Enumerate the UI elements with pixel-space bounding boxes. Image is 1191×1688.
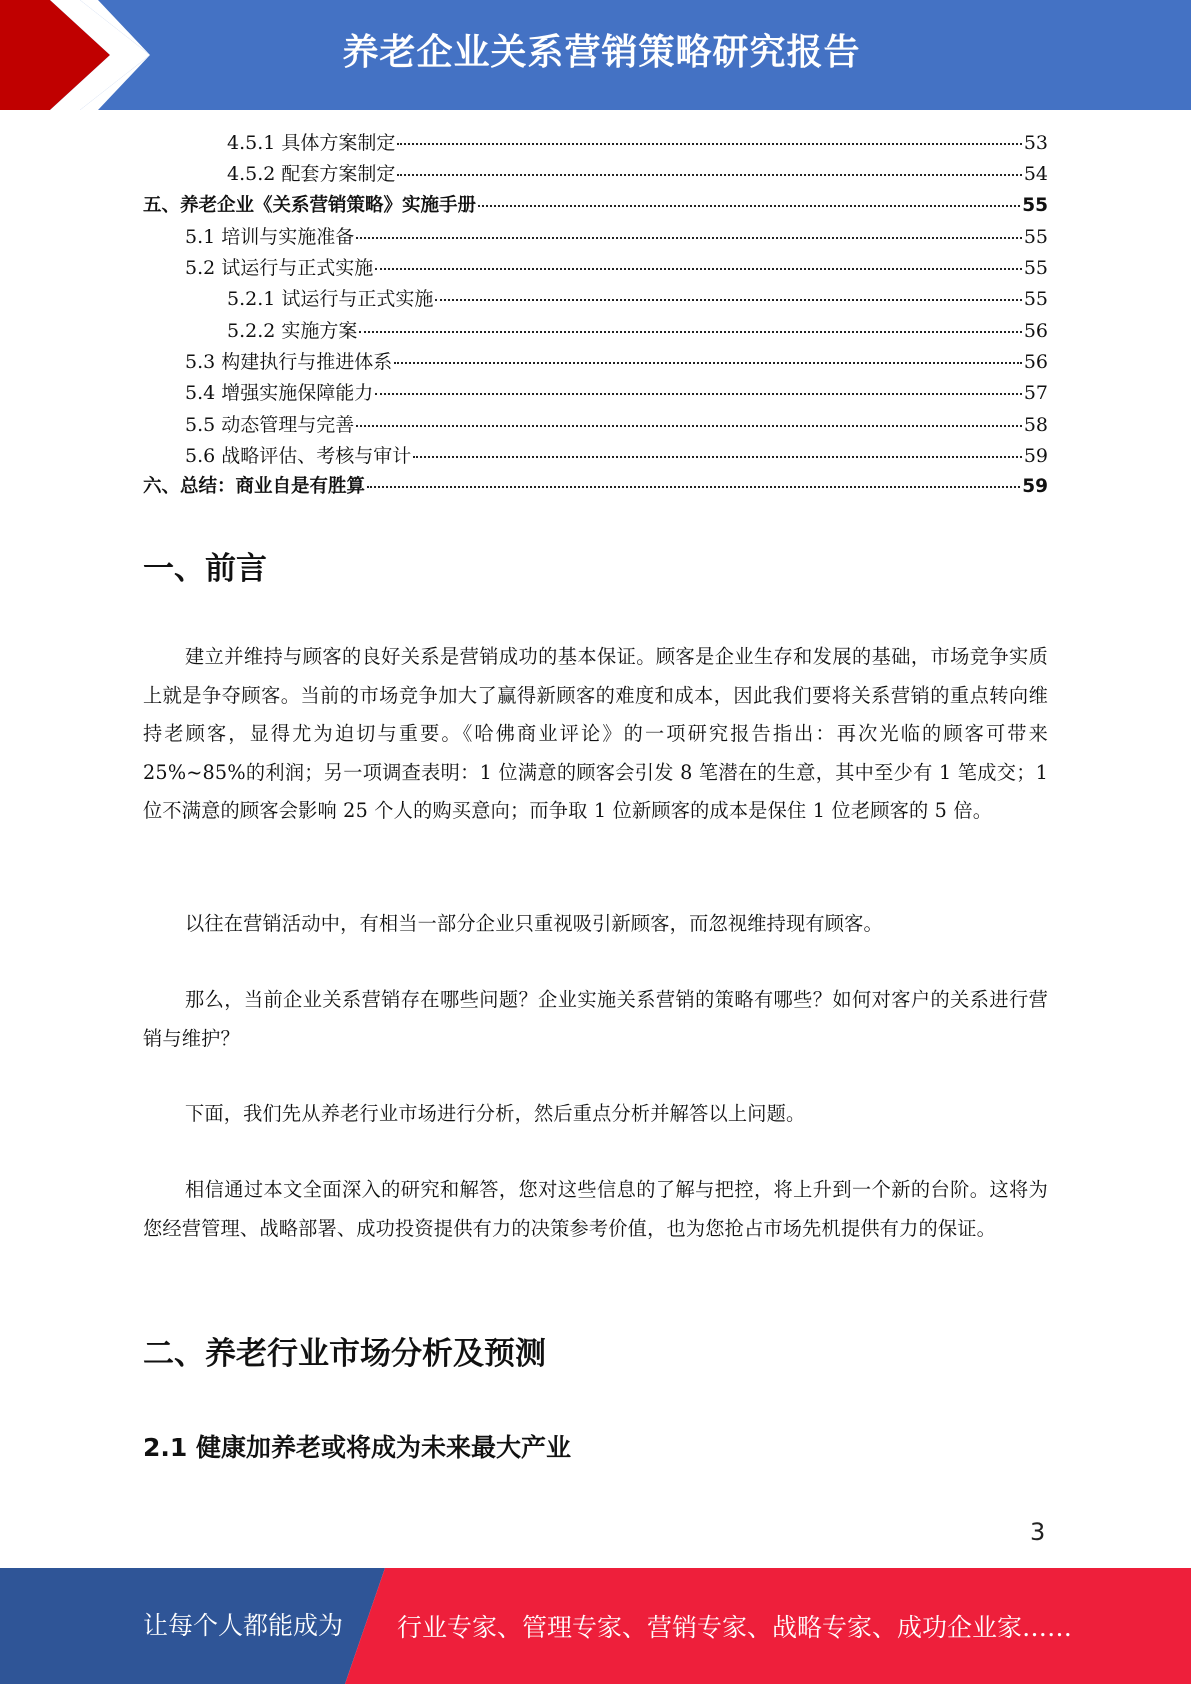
toc-entry[interactable] xyxy=(143,284,1048,315)
toc-leader-dots xyxy=(375,267,1022,270)
toc-entry-label: 5.2.1 试运行与正式实施 xyxy=(227,288,434,311)
toc-entry[interactable] xyxy=(143,378,1048,409)
toc-entry[interactable] xyxy=(143,222,1048,253)
toc-entry-page: 57 xyxy=(1023,382,1048,405)
toc-entry-label: 5.5 动态管理与完善 xyxy=(185,413,355,436)
paragraph: 相信通过本文全面深入的研究和解答，您对这些信息的了解与把控，将上升到一个新的台阶。这将为您经营管理、战略部署、成功投资提供有力的决策参考价值，也为您抢占市场先机提供有力的保证。 xyxy=(143,1178,1048,1240)
toc-leader-dots xyxy=(397,173,1021,176)
toc-entry[interactable] xyxy=(143,253,1048,284)
paragraph: 下面，我们先从养老行业市场进行分析，然后重点分析并解答以上问题。 xyxy=(185,1102,806,1125)
toc-leader-dots xyxy=(359,330,1021,333)
report-title: 养老企业关系营销策略研究报告 xyxy=(342,32,861,73)
toc-leader-dots xyxy=(435,298,1021,301)
toc-entry-page: 55 xyxy=(1023,288,1048,311)
toc-entry-page: 56 xyxy=(1023,351,1048,374)
toc-entry-label: 5.4 增强实施保障能力 xyxy=(185,382,374,405)
section-heading-market: 二、养老行业市场分析及预测 xyxy=(143,1336,546,1372)
toc-entry-label: 4.5.1 具体方案制定 xyxy=(227,132,396,154)
toc-entry-label: 5.2.2 实施方案 xyxy=(227,319,358,342)
toc-leader-dots xyxy=(394,361,1022,364)
toc-entry-label: 5.2 试运行与正式实施 xyxy=(185,257,374,280)
toc-entry-page: 53 xyxy=(1023,132,1048,154)
toc-entry-page: 54 xyxy=(1023,163,1048,186)
table-of-contents xyxy=(143,128,1048,504)
toc-entry-page: 58 xyxy=(1023,413,1048,436)
toc-entry-label: 5.1 培训与实施准备 xyxy=(185,225,355,248)
paragraph: 建立并维持与顾客的良好关系是营销成功的基本保证。顾客是企业生存和发展的基础，市场竞争实质上就是争夺顾客。当前的市场竞争加大了赢得新顾客的难度和成本，因此我们要将关系营销的重点转向维持老顾客，显得尤为迫切与重要。《哈佛商业评论》的一项研究报告指出：再次光临的顾客可带来 25%~85%的利润；另一项调查表明：1 位满意的顾客会引发 8 笔潜在的生意，其中至少有 1 笔成交；1 位不满意的顾客会影响 25 个人的购买意向；而争取 1 位新顾客的成本是保住 1 位老顾客的 5 倍。 xyxy=(143,645,1048,822)
toc-entry[interactable] xyxy=(143,441,1048,472)
toc-entry-page: 55 xyxy=(1023,257,1048,280)
toc-entry-page: 56 xyxy=(1023,319,1048,342)
toc-entry[interactable] xyxy=(143,347,1048,378)
paragraph: 以往在营销活动中，有相当一部分企业只重视吸引新顾客，而忽视维持现有顾客。 xyxy=(185,912,883,935)
page-number: 3 xyxy=(1030,1518,1046,1546)
toc-leader-dots xyxy=(356,236,1022,239)
toc-entry-label: 5.3 构建执行与推进体系 xyxy=(185,351,393,374)
toc-leader-dots xyxy=(367,485,1020,488)
toc-entry-label: 4.5.2 配套方案制定 xyxy=(227,163,396,186)
toc-entry-page: 55 xyxy=(1022,194,1048,216)
toc-entry-page: 59 xyxy=(1023,444,1048,467)
footer-slogan-left: 让每个人都能成为 xyxy=(143,1611,344,1640)
toc-entry[interactable] xyxy=(143,128,1048,159)
toc-entry-page: 59 xyxy=(1022,476,1048,498)
toc-entry[interactable] xyxy=(143,316,1048,347)
toc-entry-label: 六、总结：商业自是有胜算 xyxy=(143,476,366,498)
subsection-heading: 2.1 健康加养老或将成为未来最大产业 xyxy=(143,1433,571,1462)
toc-leader-dots xyxy=(356,424,1022,427)
toc-leader-dots xyxy=(413,455,1022,458)
paragraph: 那么，当前企业关系营销存在哪些问题？企业实施关系营销的策略有哪些？如何对客户的关系进行营销与维护？ xyxy=(143,988,1048,1050)
toc-entry-label: 五、养老企业《关系营销策略》实施手册 xyxy=(143,194,477,216)
toc-leader-dots xyxy=(478,204,1020,207)
toc-entry-page: 55 xyxy=(1023,225,1048,248)
toc-leader-dots xyxy=(375,392,1022,395)
page-header xyxy=(0,0,1191,110)
footer-slogan-right: 行业专家、管理专家、营销专家、战略专家、成功企业家…… xyxy=(397,1613,1073,1642)
toc-entry-label: 5.6 战略评估、考核与审计 xyxy=(185,444,412,467)
toc-entry[interactable] xyxy=(143,410,1048,441)
toc-leader-dots xyxy=(397,142,1021,145)
toc-entry[interactable] xyxy=(143,191,1048,222)
section-heading-preface: 一、前言 xyxy=(143,551,267,587)
toc-entry[interactable] xyxy=(143,159,1048,190)
toc-entry[interactable] xyxy=(143,472,1048,503)
page-footer xyxy=(0,1568,1191,1684)
